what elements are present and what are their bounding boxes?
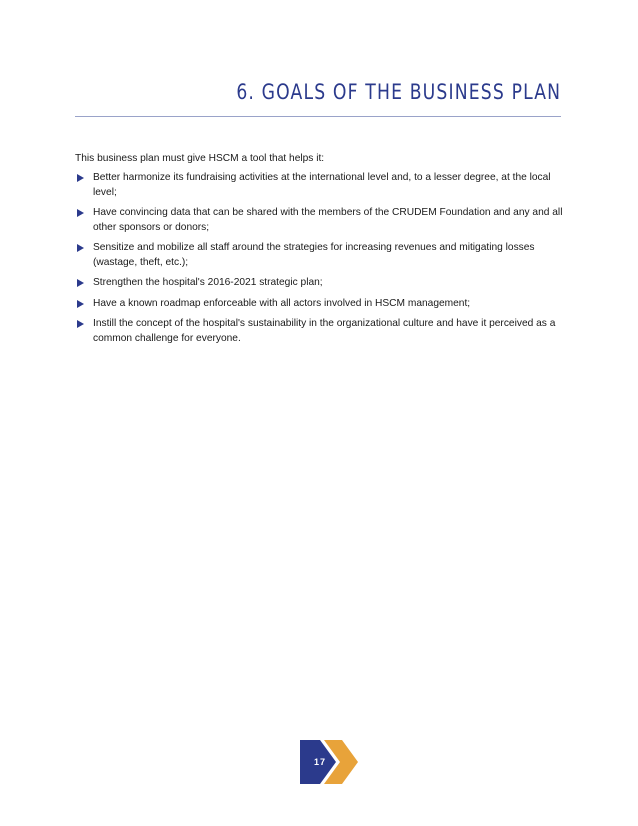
list-item-text: Better harmonize its fundraising activities at the international level and, to a lesser degree, at the local level; [93, 172, 551, 198]
list-item [75, 206, 575, 235]
list-item [75, 317, 575, 346]
list-item-text: Strengthen the hospital's 2016-2021 strategic plan; [93, 277, 323, 288]
list-item-text: Sensitize and mobilize all staff around the strategies for increasing revenues and mitigating losses (wastage, theft, etc.); [93, 242, 535, 268]
list-item-text: Have a known roadmap enforceable with all actors involved in HSCM management; [93, 297, 471, 309]
triangle-right-icon [77, 244, 84, 252]
list-item-text: Have convincing data that can be shared with the members of the CRUDEM Foundation and any and all other sponsors or donors; [93, 207, 563, 233]
goals-list [75, 171, 575, 352]
list-item [75, 297, 575, 312]
title-divider [75, 116, 561, 117]
list-item [75, 276, 575, 291]
page-number: 17 [313, 757, 326, 767]
list-item [75, 241, 575, 270]
triangle-right-icon [77, 279, 84, 287]
triangle-right-icon [77, 300, 84, 308]
intro-paragraph: This business plan must give HSCM a tool that helps it: [75, 153, 325, 164]
triangle-right-icon [77, 320, 84, 328]
list-item-text: Instill the concept of the hospital's sustainability in the organizational culture and have it perceived as a common challenge for everyone. [93, 318, 556, 344]
page-title: 6. GOALS OF THE BUSINESS PLAN [236, 80, 561, 104]
triangle-right-icon [77, 174, 84, 182]
list-item [75, 171, 575, 200]
triangle-right-icon [77, 209, 84, 217]
